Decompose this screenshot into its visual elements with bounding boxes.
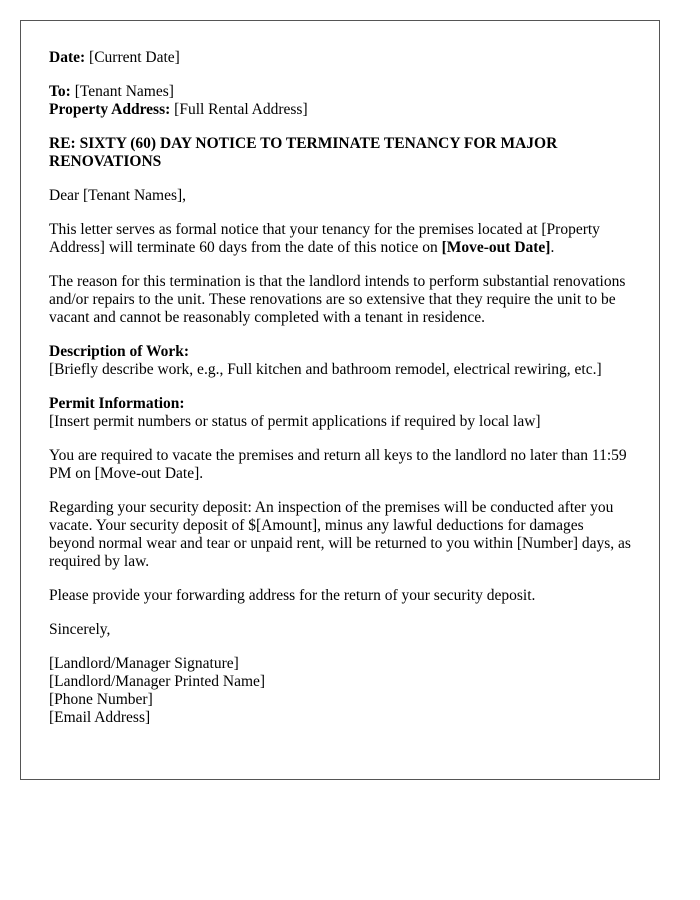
forwarding-paragraph: Please provide your forwarding address for the return of your security deposit. [49, 587, 536, 604]
salutation: Dear [Tenant Names], [49, 187, 187, 204]
date-label: Date: [49, 49, 86, 66]
deposit-paragraph: Regarding your security deposit: An inspection of the premises will be conducted after you vacate. Your security deposit of $[Amount], minus any lawful deductions for damages beyond normal wear and tear or unpaid rent, will be returned to you within [Number] days, as required by law. [49, 499, 631, 570]
to-label: To: [49, 83, 71, 100]
signature-block [49, 655, 631, 727]
notice-text: This letter serves as formal notice that your tenancy for the premises located at [Property Address] will terminate 60 days from the date of this notice on [49, 221, 600, 256]
reason-paragraph: The reason for this termination is that the landlord intends to perform substantial renovations and/or repairs to the unit. These renovations are so extensive that they require the unit to be vacant and cannot be reasonably completed with a tenant in residence. [49, 273, 626, 326]
notice-text-end: . [550, 239, 555, 256]
property-label: Property Address: [49, 101, 171, 118]
to-value: [Tenant Names] [74, 83, 174, 100]
permit-section [49, 395, 631, 431]
recipient-block [49, 83, 631, 119]
work-text: [Briefly describe work, e.g., Full kitchen and bathroom remodel, electrical rewiring, etc.] [49, 361, 602, 378]
move-out-date: [Move-out Date] [441, 239, 551, 256]
permit-text: [Insert permit numbers or status of permit applications if required by local law] [49, 413, 541, 430]
property-line [49, 101, 631, 119]
to-line [49, 83, 631, 101]
subject-line: RE: SIXTY (60) DAY NOTICE TO TERMINATE TENANCY FOR MAJOR RENOVATIONS [49, 135, 558, 170]
vacate-paragraph: You are required to vacate the premises and return all keys to the landlord no later than 11:59 PM on [Move-out Date]. [49, 447, 627, 482]
work-section [49, 343, 631, 379]
letter-page [20, 20, 660, 780]
date-value: [Current Date] [89, 49, 180, 66]
signature-line: [Landlord/Manager Signature] [49, 655, 239, 672]
notice-paragraph [49, 221, 631, 257]
date-line [49, 49, 631, 67]
property-value: [Full Rental Address] [174, 101, 308, 118]
phone-line: [Phone Number] [49, 691, 153, 708]
printed-name-line: [Landlord/Manager Printed Name] [49, 673, 266, 690]
work-heading: Description of Work: [49, 343, 190, 360]
email-line: [Email Address] [49, 709, 151, 726]
closing: Sincerely, [49, 621, 111, 638]
permit-heading: Permit Information: [49, 395, 185, 412]
